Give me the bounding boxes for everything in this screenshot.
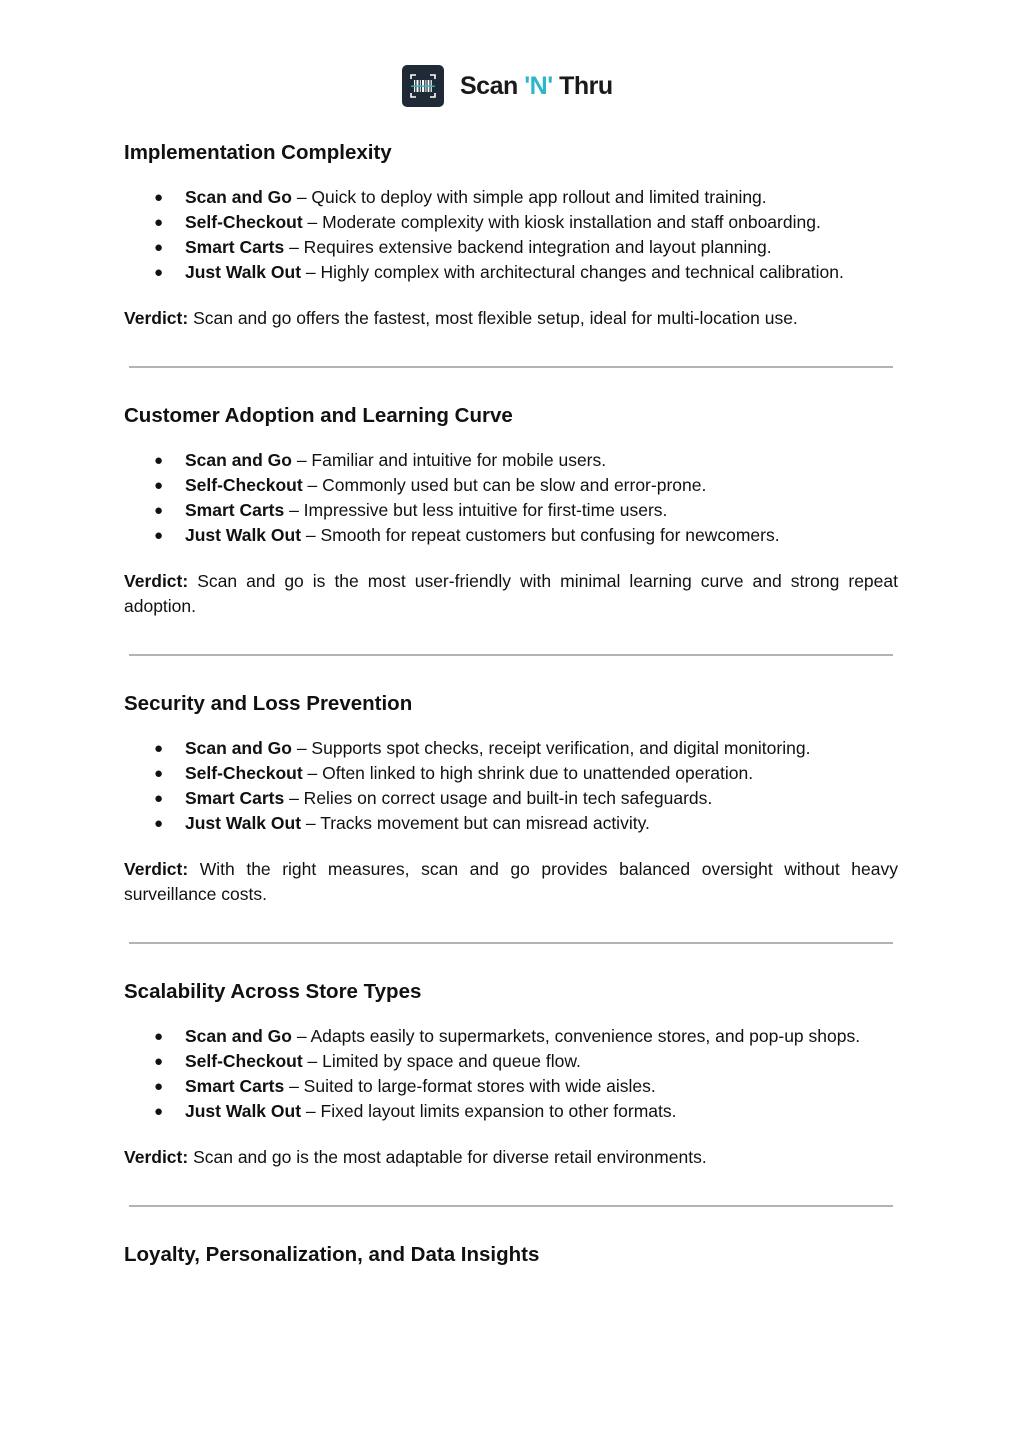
- list-item: ● Self-Checkout – Often linked to high shrink due to unattended operation.: [124, 761, 898, 786]
- list-item: ● Just Walk Out – Tracks movement but can misread activity.: [124, 811, 898, 836]
- section-divider: [129, 942, 893, 944]
- section-security: [124, 689, 898, 907]
- bullet-icon: ●: [154, 765, 164, 782]
- list-item: ● Self-Checkout – Commonly used but can be slow and error-prone.: [124, 473, 898, 498]
- verdict: Verdict: Scan and go is the most user-friendly with minimal learning curve and strong repeat adoption.: [124, 571, 898, 616]
- document-body: [124, 138, 898, 1270]
- verdict: Verdict: Scan and go is the most adaptable for diverse retail environments.: [124, 1147, 707, 1167]
- bullet-icon: ●: [154, 264, 164, 281]
- bullet-icon: ●: [154, 815, 164, 832]
- bullet-icon: ●: [154, 1078, 164, 1095]
- bullet-icon: ●: [154, 239, 164, 256]
- bullet-icon: ●: [154, 1053, 164, 1070]
- comparison-list: [124, 1024, 898, 1124]
- section-scalability: [124, 977, 898, 1170]
- section-implementation-complexity: [124, 138, 898, 331]
- bullet-icon: ●: [154, 189, 164, 206]
- brand-logo: [402, 65, 613, 107]
- section-customer-adoption: [124, 401, 898, 619]
- section-title: Loyalty, Personalization, and Data Insights: [124, 1243, 540, 1266]
- section-divider: [129, 654, 893, 656]
- bullet-icon: ●: [154, 502, 164, 519]
- bullet-icon: ●: [154, 1028, 164, 1045]
- section-loyalty: [124, 1240, 898, 1270]
- list-item: ● Smart Carts – Impressive but less intuitive for first-time users.: [124, 498, 898, 523]
- list-item: ● Self-Checkout – Moderate complexity with kiosk installation and staff onboarding.: [124, 210, 898, 235]
- bullet-icon: ●: [154, 740, 164, 757]
- section-divider: [129, 366, 893, 368]
- verdict: Verdict: With the right measures, scan and go provides balanced oversight without heavy surveillance costs.: [124, 859, 898, 904]
- list-item: ● Scan and Go – Familiar and intuitive for mobile users.: [124, 448, 898, 473]
- section-title: Security and Loss Prevention: [124, 692, 413, 715]
- list-item: ● Scan and Go – Adapts easily to supermarkets, convenience stores, and pop-up shops.: [124, 1024, 898, 1049]
- barcode-scan-icon: [402, 65, 444, 107]
- bullet-icon: ●: [154, 452, 164, 469]
- bullet-icon: ●: [154, 214, 164, 231]
- list-item: ● Just Walk Out – Smooth for repeat customers but confusing for newcomers.: [124, 523, 898, 548]
- brand-name: Scan 'N' Thru: [460, 71, 613, 100]
- list-item: ● Scan and Go – Quick to deploy with simple app rollout and limited training.: [124, 185, 898, 210]
- section-title: Scalability Across Store Types: [124, 980, 422, 1003]
- list-item: ● Self-Checkout – Limited by space and queue flow.: [124, 1049, 898, 1074]
- verdict: Verdict: Scan and go offers the fastest, most flexible setup, ideal for multi-location use.: [124, 308, 798, 328]
- section-title: Implementation Complexity: [124, 141, 392, 164]
- list-item: ● Smart Carts – Suited to large-format stores with wide aisles.: [124, 1074, 898, 1099]
- list-item: ● Smart Carts – Requires extensive backend integration and layout planning.: [124, 235, 898, 260]
- list-item: ● Scan and Go – Supports spot checks, receipt verification, and digital monitoring.: [124, 736, 898, 761]
- list-item: ● Just Walk Out – Fixed layout limits expansion to other formats.: [124, 1099, 898, 1124]
- comparison-list: [124, 185, 898, 285]
- bullet-icon: ●: [154, 477, 164, 494]
- bullet-icon: ●: [154, 1103, 164, 1120]
- comparison-list: [124, 736, 898, 836]
- bullet-icon: ●: [154, 790, 164, 807]
- section-divider: [129, 1205, 893, 1207]
- list-item: ● Just Walk Out – Highly complex with architectural changes and technical calibration.: [124, 260, 898, 285]
- bullet-icon: ●: [154, 527, 164, 544]
- comparison-list: [124, 448, 898, 548]
- list-item: ● Smart Carts – Relies on correct usage and built-in tech safeguards.: [124, 786, 898, 811]
- section-title: Customer Adoption and Learning Curve: [124, 404, 513, 427]
